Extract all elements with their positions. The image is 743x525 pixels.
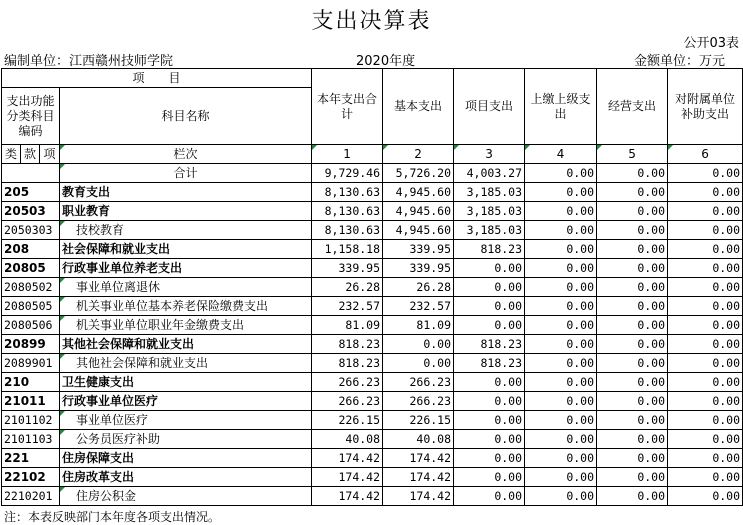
amount-cell: 81.09 [312,316,383,335]
amount-cell: 26.28 [383,278,454,297]
amount-cell: 0.00 [454,468,525,487]
amount-cell: 0.00 [525,449,597,468]
table-row [2,411,743,430]
amount-cell: 40.08 [312,430,383,449]
amount-cell: 0.00 [597,316,668,335]
col-num-5: 5 [597,145,668,164]
amount-cell: 0.00 [525,487,597,506]
subject-name: 事业单位离退休 [60,278,312,297]
table-row [2,335,743,354]
amount-cell: 0.00 [597,297,668,316]
amount-cell: 0.00 [668,316,743,335]
amount-cell: 0.00 [668,411,743,430]
compiling-unit: 编制单位：江西赣州技师学院 [4,54,174,69]
total-value: 9,729.46 [312,164,383,183]
amount-cell: 0.00 [668,278,743,297]
table-row [2,430,743,449]
table-row [2,221,743,240]
amount-cell: 0.00 [525,278,597,297]
subject-name: 社会保障和就业支出 [60,240,312,259]
amount-cell: 0.00 [668,487,743,506]
expenditure-table [1,68,743,506]
total-value: 0.00 [525,164,597,183]
amount-cell: 266.23 [383,373,454,392]
lanci-label: 栏次 [60,145,312,164]
amount-cell: 339.95 [383,240,454,259]
col-business-header: 经营支出 [597,69,668,145]
table-row [2,259,743,278]
table-body [2,183,743,506]
amount-cell: 0.00 [525,221,597,240]
col-sub-header: 对附属单位补助支出 [668,69,743,145]
amount-cell: 0.00 [525,259,597,278]
subject-code: 2089901 [2,354,60,373]
amount-cell: 0.00 [454,411,525,430]
amount-cell: 0.00 [668,202,743,221]
subject-code: 208 [2,240,60,259]
col-num-3: 3 [454,145,525,164]
amount-cell: 0.00 [525,183,597,202]
subject-code: 20503 [2,202,60,221]
amount-cell: 0.00 [454,373,525,392]
form-number: 公开03表 [683,36,739,51]
subject-name: 其他社会保障和就业支出 [60,354,312,373]
amount-cell: 0.00 [525,468,597,487]
subject-code: 2080502 [2,278,60,297]
amount-cell: 0.00 [454,259,525,278]
amount-cell: 3,185.03 [454,221,525,240]
items-header: 项 目 [2,69,312,88]
amount-cell: 0.00 [597,259,668,278]
subject-code: 2050303 [2,221,60,240]
col-basic-header: 基本支出 [383,69,454,145]
header-row-1 [2,69,743,88]
table-row [2,468,743,487]
subject-name: 行政事业单位养老支出 [60,259,312,278]
col-num-1: 1 [312,145,383,164]
amount-cell: 0.00 [668,354,743,373]
amount-cell: 818.23 [312,354,383,373]
amount-cell: 3,185.03 [454,183,525,202]
subject-code: 2080506 [2,316,60,335]
amount-cell: 0.00 [597,335,668,354]
amount-cell: 0.00 [668,240,743,259]
amount-cell: 8,130.63 [312,221,383,240]
amount-cell: 0.00 [525,335,597,354]
amount-cell: 0.00 [668,183,743,202]
amount-cell: 226.15 [312,411,383,430]
amount-cell: 174.42 [312,487,383,506]
amount-cell: 0.00 [454,430,525,449]
subject-name: 机关事业单位职业年金缴费支出 [60,316,312,335]
amount-cell: 0.00 [525,316,597,335]
amount-cell: 4,945.60 [383,183,454,202]
amount-cell: 3,185.03 [454,202,525,221]
amount-cell: 0.00 [668,297,743,316]
amount-cell: 0.00 [597,392,668,411]
subject-name: 机关事业单位基本养老保险缴费支出 [60,297,312,316]
total-value: 0.00 [597,164,668,183]
subject-name: 其他社会保障和就业支出 [60,335,312,354]
amount-cell: 0.00 [668,335,743,354]
col-project-header: 项目支出 [454,69,525,145]
amount-cell: 0.00 [597,411,668,430]
subject-name: 住房公积金 [60,487,312,506]
amount-cell: 0.00 [525,240,597,259]
amount-cell: 0.00 [454,449,525,468]
total-value: 4,003.27 [454,164,525,183]
amount-cell: 0.00 [525,202,597,221]
subject-name: 教育支出 [60,183,312,202]
amount-cell: 0.00 [597,449,668,468]
table-row [2,202,743,221]
amount-cell: 266.23 [312,373,383,392]
amount-cell: 0.00 [597,468,668,487]
money-unit: 金额单位：万元 [633,54,725,69]
table-row [2,354,743,373]
table-row [2,487,743,506]
col-total-header: 本年支出合计 [312,69,383,145]
xiang-header: 项 [40,145,60,164]
total-row [2,164,743,183]
amount-cell: 0.00 [597,354,668,373]
amount-cell: 8,130.63 [312,183,383,202]
amount-cell: 0.00 [597,202,668,221]
subject-name-header: 科目名称 [60,88,312,145]
subject-code: 20805 [2,259,60,278]
subject-name: 卫生健康支出 [60,373,312,392]
amount-cell: 174.42 [312,468,383,487]
amount-cell: 818.23 [454,240,525,259]
subject-code: 205 [2,183,60,202]
subject-code: 20899 [2,335,60,354]
col-num-6: 6 [668,145,743,164]
subject-name: 住房改革支出 [60,468,312,487]
total-label: 合计 [60,164,312,183]
subject-code: 2101102 [2,411,60,430]
amount-cell: 4,945.60 [383,202,454,221]
amount-cell: 40.08 [383,430,454,449]
subject-code: 22102 [2,468,60,487]
amount-cell: 174.42 [383,487,454,506]
func-code-header: 支出功能分类科目编码 [2,88,60,145]
amount-cell: 818.23 [454,354,525,373]
col-num-2: 2 [383,145,454,164]
total-value: 5,726.20 [383,164,454,183]
subject-code: 2210201 [2,487,60,506]
amount-cell: 0.00 [454,487,525,506]
amount-cell: 0.00 [668,373,743,392]
amount-cell: 0.00 [383,335,454,354]
amount-cell: 1,158.18 [312,240,383,259]
amount-cell: 232.57 [383,297,454,316]
table-row [2,297,743,316]
amount-cell: 339.95 [312,259,383,278]
amount-cell: 0.00 [525,411,597,430]
amount-cell: 818.23 [454,335,525,354]
amount-cell: 0.00 [597,240,668,259]
amount-cell: 0.00 [597,221,668,240]
amount-cell: 174.42 [383,449,454,468]
amount-cell: 232.57 [312,297,383,316]
amount-cell: 0.00 [668,430,743,449]
report-year: 2020年度 [356,54,416,69]
amount-cell: 174.42 [383,468,454,487]
amount-cell: 0.00 [525,354,597,373]
amount-cell: 0.00 [454,297,525,316]
amount-cell: 26.28 [312,278,383,297]
amount-cell: 0.00 [668,221,743,240]
amount-cell: 0.00 [525,392,597,411]
kuan-header: 款 [21,145,40,164]
table-row [2,240,743,259]
subject-code: 21011 [2,392,60,411]
amount-cell: 174.42 [312,449,383,468]
amount-cell: 818.23 [312,335,383,354]
subject-code: 221 [2,449,60,468]
amount-cell: 226.15 [383,411,454,430]
report-meta [0,50,743,67]
col-num-4: 4 [525,145,597,164]
amount-cell: 81.09 [383,316,454,335]
subject-name: 住房保障支出 [60,449,312,468]
subject-name: 职业教育 [60,202,312,221]
amount-cell: 0.00 [597,487,668,506]
amount-cell: 0.00 [668,449,743,468]
subject-name: 事业单位医疗 [60,411,312,430]
report-title: 支出决算表 [311,9,432,34]
total-value: 0.00 [668,164,743,183]
amount-cell: 266.23 [383,392,454,411]
amount-cell: 0.00 [525,297,597,316]
table-row [2,183,743,202]
table-row [2,316,743,335]
amount-cell: 0.00 [597,278,668,297]
amount-cell: 0.00 [525,430,597,449]
table-row [2,278,743,297]
amount-cell: 266.23 [312,392,383,411]
amount-cell: 0.00 [668,468,743,487]
amount-cell: 0.00 [597,183,668,202]
amount-cell: 0.00 [454,392,525,411]
subject-code: 2101103 [2,430,60,449]
amount-cell: 0.00 [454,316,525,335]
table-row [2,449,743,468]
subject-name: 行政事业单位医疗 [60,392,312,411]
amount-cell: 0.00 [597,373,668,392]
subject-code: 210 [2,373,60,392]
subject-code: 2080505 [2,297,60,316]
col-upper-header: 上缴上级支出 [525,69,597,145]
amount-cell: 0.00 [383,354,454,373]
table-row [2,392,743,411]
amount-cell: 4,945.60 [383,221,454,240]
subject-name: 技校教育 [60,221,312,240]
lanci-row [2,145,743,164]
amount-cell: 339.95 [383,259,454,278]
amount-cell: 0.00 [525,373,597,392]
subject-name: 公务员医疗补助 [60,430,312,449]
amount-cell: 0.00 [668,392,743,411]
amount-cell: 0.00 [597,430,668,449]
amount-cell: 8,130.63 [312,202,383,221]
amount-cell: 0.00 [668,259,743,278]
lei-header: 类 [2,145,21,164]
table-row [2,373,743,392]
amount-cell: 0.00 [454,278,525,297]
footnote: 注：本表反映部门本年度各项支出情况。 [4,510,221,524]
